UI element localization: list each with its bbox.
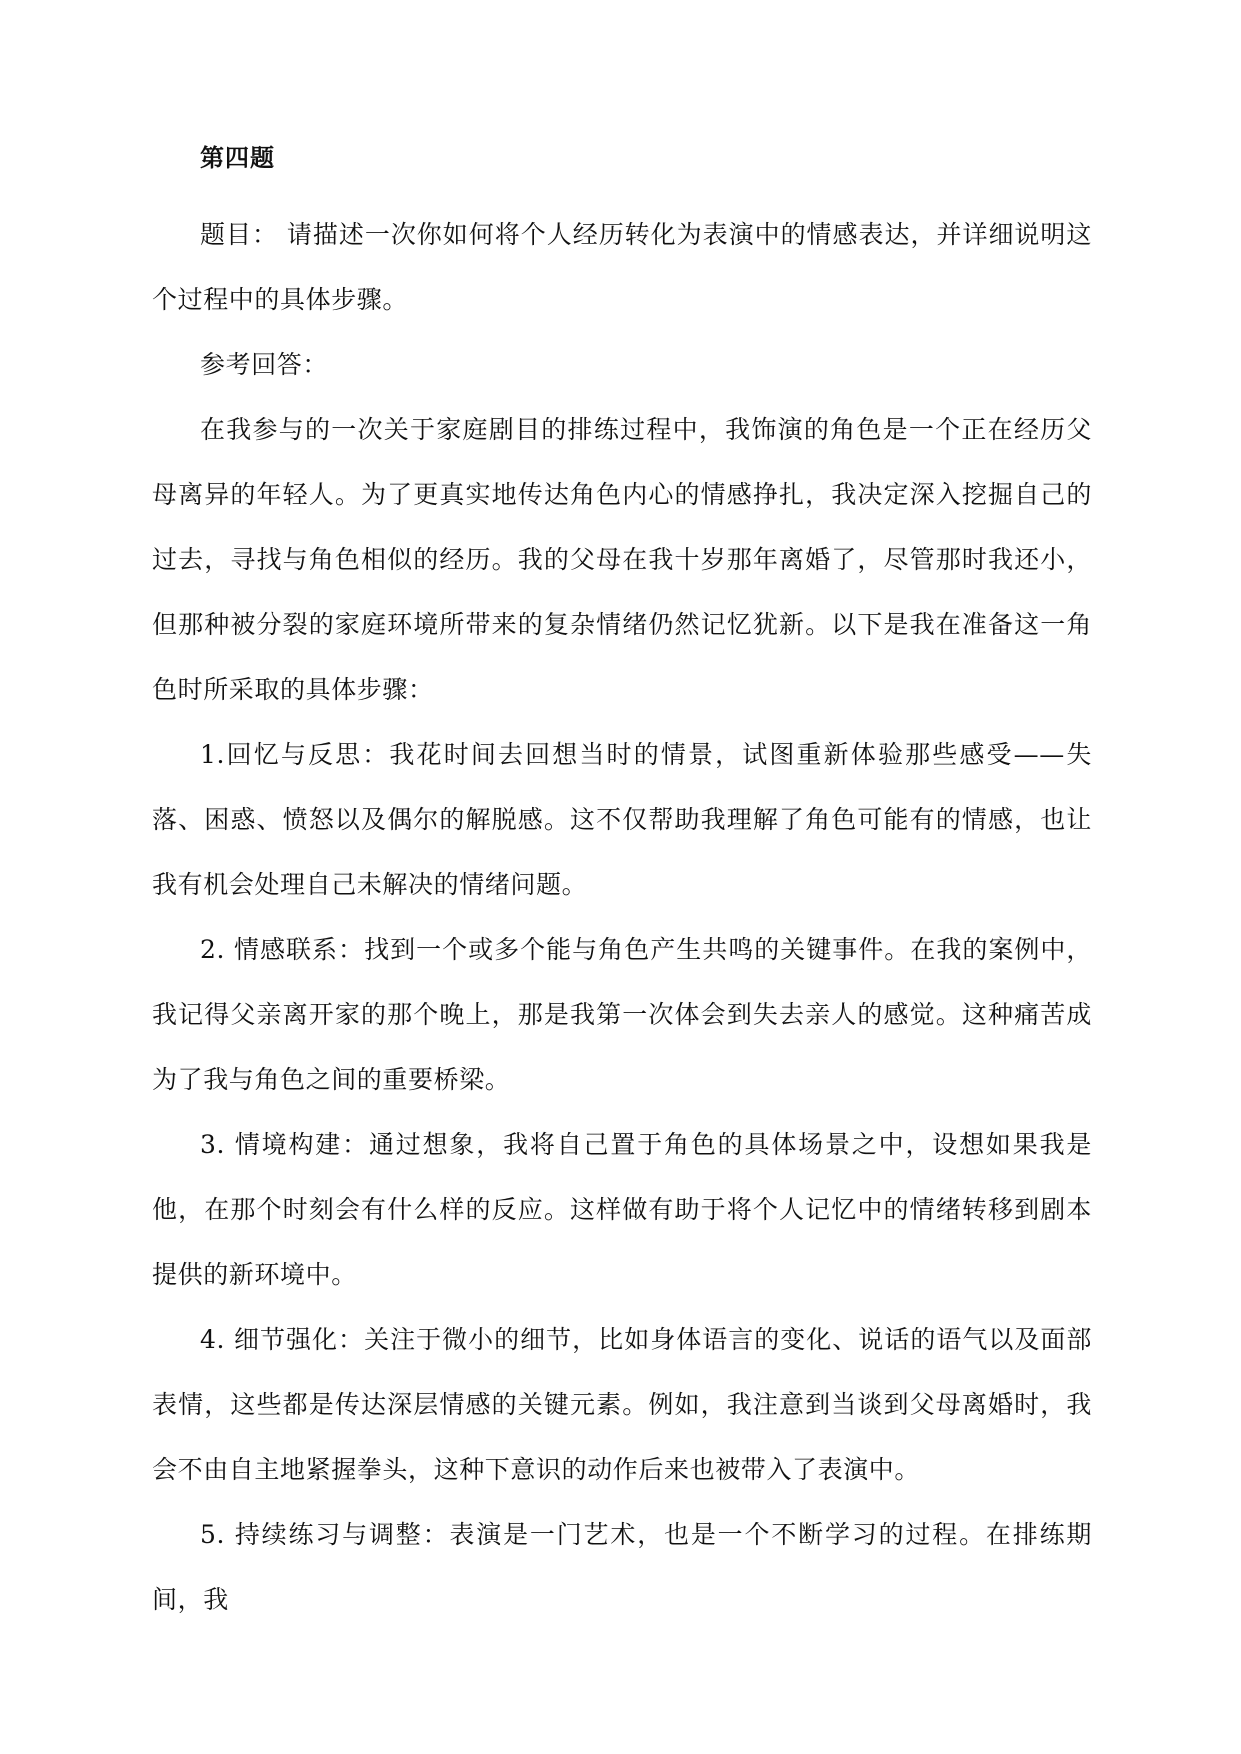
document-page — [152, 140, 1092, 1632]
step-5: 5. 持续练习与调整：表演是一门艺术，也是一个不断学习的过程。在排练期间，我 — [152, 1520, 1092, 1614]
step-1: 1.回忆与反思：我花时间去回想当时的情景，试图重新体验那些感受——失落、困惑、愤怒以及偶尔的解脱感。这不仅帮助我理解了角色可能有的情感，也让我有机会处理自己未解决的情绪问题。 — [152, 740, 1092, 899]
answer-label: 参考回答： — [200, 350, 329, 379]
question-text: 题目： 请描述一次你如何将个人经历转化为表演中的情感表达，并详细说明这个过程中的具体步骤。 — [152, 220, 1092, 314]
step-3: 3. 情境构建：通过想象，我将自己置于角色的具体场景之中，设想如果我是他，在那个时刻会有什么样的反应。这样做有助于将个人记忆中的情绪转移到剧本提供的新环境中。 — [152, 1130, 1092, 1289]
step-4: 4. 细节强化：关注于微小的细节，比如身体语言的变化、说话的语气以及面部表情，这些都是传达深层情感的关键元素。例如，我注意到当谈到父母离婚时，我会不由自主地紧握拳头，这种下意识的动作后来也被带入了表演中。 — [152, 1325, 1092, 1484]
answer-intro: 在我参与的一次关于家庭剧目的排练过程中，我饰演的角色是一个正在经历父母离异的年轻人。为了更真实地传达角色内心的情感挣扎，我决定深入挖掘自己的过去，寻找与角色相似的经历。我的父母在我十岁那年离婚了，尽管那时我还小，但那种被分裂的家庭环境所带来的复杂情绪仍然记忆犹新。以下是我在准备这一角色时所采取的具体步骤： — [152, 415, 1092, 704]
question-heading: 第四题 — [200, 144, 275, 172]
step-2: 2. 情感联系：找到一个或多个能与角色产生共鸣的关键事件。在我的案例中，我记得父亲离开家的那个晚上，那是我第一次体会到失去亲人的感觉。这种痛苦成为了我与角色之间的重要桥梁。 — [152, 935, 1092, 1094]
